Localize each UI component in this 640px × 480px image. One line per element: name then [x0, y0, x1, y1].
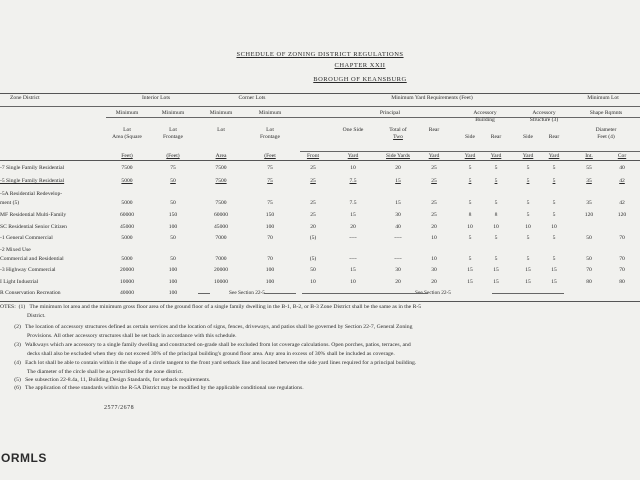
table-cell: 120 — [617, 212, 627, 218]
row-zone-name: -5 Single Family Residential — [0, 178, 65, 184]
table-cell: 100 — [265, 279, 275, 285]
table-cell: 5 — [526, 165, 530, 171]
table-cell: 5000 — [121, 256, 133, 262]
row-zone-name: -2 Mixed Use — [0, 247, 31, 253]
table-cell: 20 — [395, 279, 401, 285]
table-cell: 100 — [168, 267, 178, 273]
see-section-dash — [264, 293, 296, 294]
row-zone-name: -5A Residential Redevelop- — [0, 191, 63, 197]
table-cell: 60000 — [214, 212, 228, 218]
col-feet4: Feet (4) — [597, 134, 615, 140]
table-cell: 10000 — [120, 279, 134, 285]
table-cell: 25 — [431, 212, 437, 218]
table-cell: 5 — [494, 256, 498, 262]
table-cell: 15 — [395, 200, 401, 206]
table-cell: 5 — [494, 178, 498, 184]
table-cell: 5 — [494, 235, 498, 241]
note-line: decks shall also be excluded when they do not exceed 30% of the principal building's ground floor area. Any area in excess of 30% shall be included as coverage. — [0, 351, 395, 357]
table-cell: 45000 — [214, 224, 228, 230]
table-cell: 70 — [267, 235, 273, 241]
acc-str-side: Side — [523, 134, 533, 140]
lot-area-3: Feet) — [121, 153, 133, 159]
table-cell: ---- — [349, 235, 357, 241]
col-one-side: One Side — [342, 127, 364, 133]
table-cell: 35 — [586, 178, 592, 184]
table-cell: 10 — [493, 224, 499, 230]
note-line: Provisions. All other accessory structures shall be set back in accordance with this schedule. — [0, 333, 237, 339]
lot-area-1: Lot — [123, 127, 131, 133]
table-cell: 35 — [586, 200, 592, 206]
chapter-title: CHAPTER XXII — [334, 62, 386, 69]
interior-minimum-2: Minimum — [161, 110, 185, 116]
table-cell: ---- — [349, 256, 357, 262]
table-cell: 5 — [526, 212, 530, 218]
table-cell: (5) — [309, 256, 317, 262]
lot-frontage-unit: (Feet) — [166, 153, 180, 159]
table-cell: 5000 — [121, 178, 133, 184]
row-zone-name: Commercial and Residential — [0, 256, 64, 262]
table-cell: 150 — [168, 212, 178, 218]
table-cell: 40000 — [120, 290, 134, 296]
table-cell: 10 — [350, 165, 356, 171]
row-zone-name: R Conservation Recreation — [0, 290, 61, 296]
table-cell: 150 — [265, 212, 275, 218]
table-cell: 7500 — [215, 178, 227, 184]
table-cell: 5 — [468, 165, 472, 171]
table-cell: 7500 — [215, 200, 227, 206]
table-cell: 120 — [584, 212, 594, 218]
see-section-dash — [198, 293, 210, 294]
table-cell: 5 — [526, 178, 530, 184]
table-cell: 30 — [395, 212, 401, 218]
table-cell: 5 — [468, 256, 472, 262]
table-cell: 7000 — [215, 256, 227, 262]
table-cell: 8 — [494, 212, 498, 218]
table-bottom-rule — [0, 301, 640, 302]
table-cell: 70 — [586, 267, 592, 273]
header-bottom-rule — [0, 160, 640, 161]
table-cell: 20 — [431, 224, 437, 230]
table-cell: 15 — [551, 267, 557, 273]
table-cell: 15 — [493, 267, 499, 273]
col-principal: Principal — [379, 110, 401, 116]
table-cell: 20000 — [120, 267, 134, 273]
table-cell: 5000 — [121, 235, 133, 241]
table-cell: 25 — [310, 178, 316, 184]
corner-minimum-2: Minimum — [258, 110, 282, 116]
note-line: (3) Walkways which are accessory to a single family dwelling and constructed on-grade shall be excluded from lot coverage calculations. Open porches, patios, terraces, and — [0, 342, 411, 348]
note-line: (5) See subsection 22-8.4a, 11, Building Design Standards, for setback requirements. — [0, 377, 211, 383]
table-cell: 20 — [431, 279, 437, 285]
table-cell: 42 — [619, 178, 625, 184]
table-cell: (5) — [309, 235, 317, 241]
see-section-dash — [302, 293, 428, 294]
header-rule-3 — [300, 151, 640, 152]
table-cell: 75 — [170, 165, 176, 171]
acc-bldg-rear: Rear — [490, 134, 502, 140]
document-number: 2577/2678 — [104, 405, 135, 411]
table-cell: 70 — [619, 256, 625, 262]
table-cell: 10 — [525, 224, 531, 230]
table-cell: 100 — [168, 279, 178, 285]
table-cell: 25 — [310, 200, 316, 206]
col-min-lot: Minimum Lot — [587, 95, 619, 101]
table-cell: ---- — [394, 256, 402, 262]
borough-title: BOROUGH OF KEANSBURG — [313, 76, 407, 83]
table-cell: 70 — [619, 267, 625, 273]
col-yard-4: Yard — [490, 153, 502, 159]
table-cell: 20000 — [214, 267, 228, 273]
table-cell: 20 — [310, 224, 316, 230]
interior-minimum-1: Minimum — [115, 110, 139, 116]
table-cell: 10 — [431, 256, 437, 262]
table-cell: 5 — [494, 165, 498, 171]
table-cell: 15 — [350, 267, 356, 273]
note-line: (4) Each lot shall be able to contain within it the shape of a circle tangent to the front yard setback line and located between the side yard lines required for a principal building. — [0, 360, 417, 366]
table-cell: 10 — [431, 235, 437, 241]
table-cell: 10 — [551, 224, 557, 230]
note-line: OTES: (1) The minimum lot area and the minimum gross floor area of the ground floor of a single family dwelling in the B-1, B-2, or B-3 Zone District shall be the same as in the R-5 — [0, 304, 422, 310]
table-cell: 75 — [267, 165, 273, 171]
col-zone-district: Zone District — [10, 95, 40, 101]
note-line: (6) The application of these standards within the R-5A District may be modified by the applicable conditional use regulations. — [0, 385, 304, 391]
col-side-yards: Side Yards — [386, 153, 410, 159]
lot-frontage-1: Lot — [169, 127, 177, 133]
row-zone-name: -7 Single Family Residential — [0, 165, 65, 171]
table-cell: 5 — [552, 212, 556, 218]
col-front: Front — [306, 153, 320, 159]
row-zone-name: SC Residential Senior Citizen — [0, 224, 67, 230]
accessory-building-1: Accessory — [473, 110, 497, 116]
row-zone-name: MF Residential Multi-Family — [0, 212, 67, 218]
col-yard-2: Yard — [428, 153, 440, 159]
table-cell: 15 — [350, 212, 356, 218]
table-cell: 7.5 — [349, 200, 357, 206]
acc-bldg-side: Side — [465, 134, 475, 140]
row-zone-name: ment (5) — [0, 200, 20, 206]
table-cell: 25 — [431, 165, 437, 171]
table-cell: 20 — [395, 165, 401, 171]
col-min-yard: Minimum Yard Requirements (Feet) — [391, 95, 473, 101]
col-yard-5: Yard — [522, 153, 534, 159]
table-cell: 5 — [526, 200, 530, 206]
table-cell: 5 — [552, 200, 556, 206]
col-yard-6: Yard — [548, 153, 560, 159]
table-cell: 7000 — [215, 235, 227, 241]
table-cell: 15 — [395, 178, 401, 184]
table-cell: 5 — [468, 200, 472, 206]
col-yard-3: Yard — [464, 153, 476, 159]
table-cell: 70 — [619, 235, 625, 241]
table-cell: 5 — [526, 256, 530, 262]
accessory-building-2: Building — [475, 117, 495, 123]
table-cell: 15 — [467, 267, 473, 273]
acc-str-rear: Rear — [548, 134, 560, 140]
table-cell: 25 — [310, 165, 316, 171]
table-cell: 60000 — [120, 212, 134, 218]
table-top-rule — [0, 93, 640, 94]
corner-lot: Lot — [217, 127, 225, 133]
see-section-dash — [492, 293, 564, 294]
lot-area-2: Area (Square — [112, 134, 142, 140]
table-cell: ---- — [394, 235, 402, 241]
see-section-note-2: See Section 22-5 — [415, 290, 451, 296]
table-cell: 50 — [170, 256, 176, 262]
table-cell: 20 — [350, 224, 356, 230]
table-cell: 7.5 — [349, 178, 357, 184]
note-line: (2) The location of accessory structures defined as certain services and the location of signs, fences, driveways, and patios shall be governed by Section 22-7, General Zoning — [0, 324, 413, 330]
table-cell: 50 — [170, 178, 176, 184]
table-cell: 30 — [431, 267, 437, 273]
table-cell: 7500 — [121, 165, 133, 171]
accessory-structure-1: Accessory — [532, 110, 556, 116]
table-cell: 100 — [168, 224, 178, 230]
table-cell: 15 — [551, 279, 557, 285]
table-cell: 10 — [467, 224, 473, 230]
col-int: Int. — [585, 153, 593, 159]
mls-watermark: ORMLS — [1, 451, 47, 465]
table-cell: 8 — [468, 212, 472, 218]
table-cell: 15 — [493, 279, 499, 285]
table-cell: 75 — [267, 200, 273, 206]
col-corner-lots: Corner Lots — [238, 95, 266, 101]
table-cell: 30 — [395, 267, 401, 273]
table-cell: 15 — [525, 267, 531, 273]
lot-frontage-2: Frontage — [163, 134, 183, 140]
corner-minimum-1: Minimum — [209, 110, 233, 116]
table-cell: 5 — [552, 256, 556, 262]
table-cell: 100 — [168, 290, 178, 296]
table-cell: 40 — [395, 224, 401, 230]
table-cell: 80 — [619, 279, 625, 285]
see-section-note-1: See Section 22-5 — [229, 290, 265, 296]
table-cell: 25 — [431, 178, 437, 184]
table-cell: 25 — [310, 212, 316, 218]
schedule-title: SCHEDULE OF ZONING DISTRICT REGULATIONS — [236, 51, 404, 58]
corner-frontage: Frontage — [260, 134, 280, 140]
table-cell: 40 — [619, 165, 625, 171]
table-cell: 50 — [310, 267, 316, 273]
table-cell: 5000 — [121, 200, 133, 206]
corner-frontage-unit: (Feet — [264, 153, 276, 159]
row-zone-name: -3 Highway Commercial — [0, 267, 56, 273]
table-cell: 50 — [170, 235, 176, 241]
note-line: District. — [0, 313, 46, 319]
col-interior-lots: Interior Lots — [141, 95, 171, 101]
accessory-structure-2: Structure (3) — [529, 117, 559, 123]
table-cell: 5 — [552, 178, 556, 184]
table-cell: 5 — [468, 235, 472, 241]
table-cell: 25 — [431, 200, 437, 206]
col-yard-1: Yard — [347, 153, 359, 159]
row-zone-name: I Light Industrial — [0, 279, 39, 285]
corner-area: Area — [215, 153, 227, 159]
table-cell: 5 — [526, 235, 530, 241]
table-cell: 45000 — [120, 224, 134, 230]
table-cell: 10000 — [214, 279, 228, 285]
table-cell: 50 — [586, 256, 592, 262]
table-cell: 50 — [586, 235, 592, 241]
row-zone-name: -1 General Commercial — [0, 235, 53, 241]
table-cell: 55 — [586, 165, 592, 171]
table-cell: 42 — [619, 200, 625, 206]
col-total-of: Total of — [389, 127, 407, 133]
table-cell: 5 — [552, 235, 556, 241]
col-shape-rqmnts: Shape Rqmnts — [589, 110, 623, 116]
table-cell: 5 — [494, 200, 498, 206]
corner-lot-2: Lot — [266, 127, 274, 133]
table-cell: 5 — [552, 165, 556, 171]
col-diameter: Diameter — [595, 127, 617, 133]
table-cell: 80 — [586, 279, 592, 285]
table-cell: 100 — [265, 224, 275, 230]
note-line: The diameter of the circle shall be as prescribed for the zone district. — [0, 369, 184, 375]
header-rule-1 — [0, 106, 640, 107]
table-cell: 10 — [310, 279, 316, 285]
col-cor: Cor — [617, 153, 627, 159]
table-cell: 75 — [267, 178, 273, 184]
table-cell: 15 — [525, 279, 531, 285]
table-cell: 50 — [170, 200, 176, 206]
table-cell: 7500 — [215, 165, 227, 171]
table-cell: 100 — [265, 267, 275, 273]
table-cell: 5 — [468, 178, 472, 184]
col-rear-principal: Rear — [428, 127, 440, 133]
table-cell: 15 — [467, 279, 473, 285]
table-cell: 10 — [350, 279, 356, 285]
table-cell: 70 — [267, 256, 273, 262]
col-two: Two — [393, 134, 403, 140]
